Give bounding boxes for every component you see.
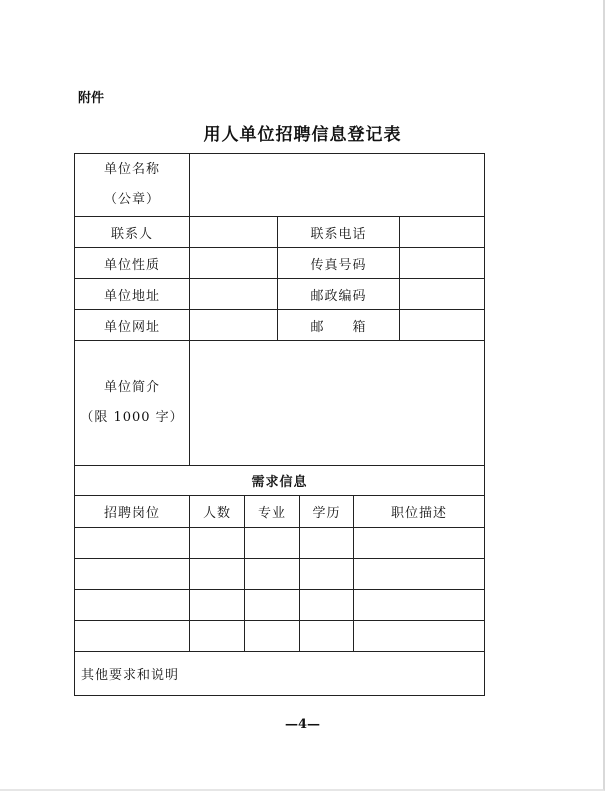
company-website-field[interactable] [190, 310, 278, 341]
registration-form-table [74, 153, 485, 696]
company-website-label: 单位网址 [75, 310, 190, 341]
column-header-education: 学历 [300, 496, 354, 528]
fax-label: 传真号码 [278, 248, 400, 279]
website-row [75, 310, 485, 341]
column-header-count: 人数 [190, 496, 245, 528]
address-row [75, 279, 485, 310]
education-cell[interactable] [300, 621, 354, 652]
company-nature-field[interactable] [190, 248, 278, 279]
company-name-label: 单位名称 [103, 162, 160, 177]
column-header-description: 职位描述 [354, 496, 485, 528]
intro-row [75, 341, 485, 466]
intro-limit-note: （限 1000 字） [80, 410, 184, 425]
company-intro-label-cell [75, 341, 190, 466]
email-label: 邮 箱 [278, 310, 400, 341]
fax-field[interactable] [400, 248, 485, 279]
postcode-label: 邮政编码 [278, 279, 400, 310]
company-seal-note: （公章） [103, 192, 160, 207]
count-cell[interactable] [190, 528, 245, 559]
education-cell[interactable] [300, 559, 354, 590]
page-number: —4— [284, 717, 321, 732]
demand-header-row [75, 496, 485, 528]
demand-section-title: 需求信息 [75, 466, 485, 496]
company-address-field[interactable] [190, 279, 278, 310]
position-cell[interactable] [75, 559, 190, 590]
company-address-label: 单位地址 [75, 279, 190, 310]
contact-person-field[interactable] [190, 217, 278, 248]
description-cell[interactable] [354, 528, 485, 559]
description-cell[interactable] [354, 621, 485, 652]
major-cell[interactable] [245, 528, 300, 559]
demand-row [75, 621, 485, 652]
demand-section-row [75, 466, 485, 496]
company-name-label-cell [75, 154, 190, 217]
nature-row [75, 248, 485, 279]
attachment-label: 附件 [78, 91, 105, 106]
position-cell[interactable] [75, 590, 190, 621]
demand-row [75, 590, 485, 621]
position-cell[interactable] [75, 621, 190, 652]
major-cell[interactable] [245, 559, 300, 590]
other-requirements-label[interactable]: 其他要求和说明 [75, 652, 485, 696]
other-requirements-row [75, 652, 485, 696]
company-nature-label: 单位性质 [75, 248, 190, 279]
company-name-row [75, 154, 485, 217]
position-cell[interactable] [75, 528, 190, 559]
count-cell[interactable] [190, 621, 245, 652]
company-intro-label: 单位简介 [103, 380, 160, 395]
demand-row [75, 528, 485, 559]
count-cell[interactable] [190, 559, 245, 590]
description-cell[interactable] [354, 590, 485, 621]
major-cell[interactable] [245, 621, 300, 652]
phone-label: 联系电话 [278, 217, 400, 248]
contact-row [75, 217, 485, 248]
demand-row [75, 559, 485, 590]
major-cell[interactable] [245, 590, 300, 621]
count-cell[interactable] [190, 590, 245, 621]
contact-person-label: 联系人 [75, 217, 190, 248]
column-header-major: 专业 [245, 496, 300, 528]
email-field[interactable] [400, 310, 485, 341]
company-name-field[interactable] [190, 154, 485, 217]
form-title: 用人单位招聘信息登记表 [203, 125, 402, 145]
education-cell[interactable] [300, 528, 354, 559]
education-cell[interactable] [300, 590, 354, 621]
postcode-field[interactable] [400, 279, 485, 310]
description-cell[interactable] [354, 559, 485, 590]
column-header-position: 招聘岗位 [75, 496, 190, 528]
company-intro-field[interactable] [190, 341, 485, 466]
phone-field[interactable] [400, 217, 485, 248]
